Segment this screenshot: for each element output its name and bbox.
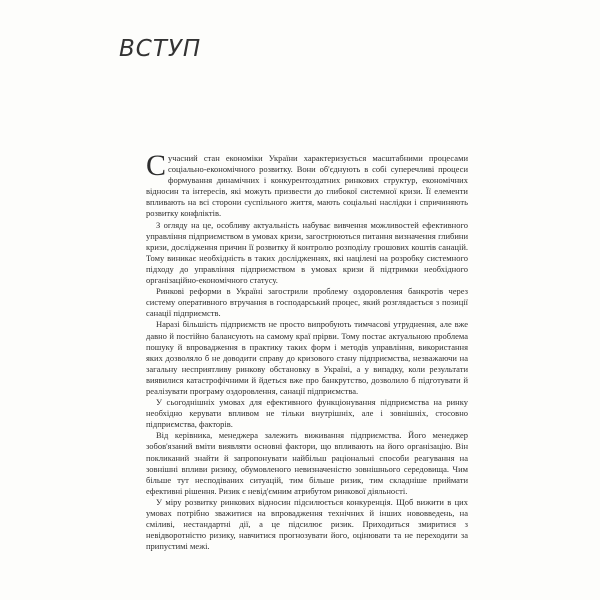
paragraph-1-text: учасний стан економіки України характеризується масштабними процесами соціально-економічного розвитку. Вони об'єднують в собі суперечливі процеси формування динамічних і конкурентоздатних ринкових структур, економічних відносин та інтересів, які можуть призвести до глибокої системної кризи. Її елементи впливають на всі сторони суспільного життя, мають соціальні наслідки і спричиняють розвитку конфліктів. (146, 153, 468, 219)
drop-cap: С (146, 149, 167, 182)
paragraph-6: Від керівника, менеджера залежить виживання підприємства. Його менеджер зобов'язаний вміти виявляти основні фактори, що впливають на його організацію. Він покликаний знайти й запропонувати найбільш раціональні способи реагування на зовнішні впливи ризику, обумовленого невизначеністю зовнішнього середовища. Чим більше тут несподіваних ситуацій, тим більше ризик, тим складніше приймати ефективні рішення. Ризик є невід'ємним атрибутом ринкової діяльності. (146, 430, 468, 496)
body-text (146, 149, 468, 552)
chapter-heading: ВСТУП (119, 36, 202, 62)
paragraph-2: З огляду на це, особливу актуальність набуває вивчення можливостей ефективного управління підприємством в умовах кризи, загострюються питання визначення глибини кризи, дослідження причин її розвитку й контролю розподілу грошових коштів санацій. Тому виникає необхідність в таких дослідженнях, які націлені на розробку системного підходу до управління підприємством в умовах кризи й підтримки необхідного організаційно-економічного статусу. (146, 219, 468, 286)
paragraph-1 (146, 149, 468, 220)
paragraph-5: У сьогоднішніх умовах для ефективного функціонування підприємства на ринку необхідно керувати впливом не тільки внутрішніх, але і зовнішніх, стосовно підприємства, факторів. (146, 397, 468, 430)
paragraph-4: Наразі більшість підприємств не просто випробують тимчасові утруднення, але вже давно й постійно балансують на самому краї прірви. Тому постає актуальною проблема пошуку й впровадження в практику таких форм і методів управління, використання яких дозволяло б не доводити справу до кризового стану підприємства, незважаючи на загальну несприятливу ринкову обстановку в Україні, а у випадку, коли результати виявилися катастрофічними й йдеться вже про банкрутство, дозволило б підготувати й реалізувати програму оздоровлення, санації підприємства. (146, 319, 468, 396)
paragraph-7: У міру розвитку ринкових відносин підсилюється конкуренція. Щоб вижити в цих умовах потрібно зважитися на впровадження технічних й інших нововведень, на сміливі, нестандартні дії, а це підсилює ризик. Приходиться змиритися з невідворотністю ризику, навчитися прогнозувати його, оцінювати та не переходити за припустимі межі. (146, 496, 468, 552)
paragraph-3: Ринкові реформи в Україні загострили проблему оздоровлення банкротів через систему оперативного втручання в господарський процес, який розглядається з позиції санації підприємств. (146, 286, 468, 319)
